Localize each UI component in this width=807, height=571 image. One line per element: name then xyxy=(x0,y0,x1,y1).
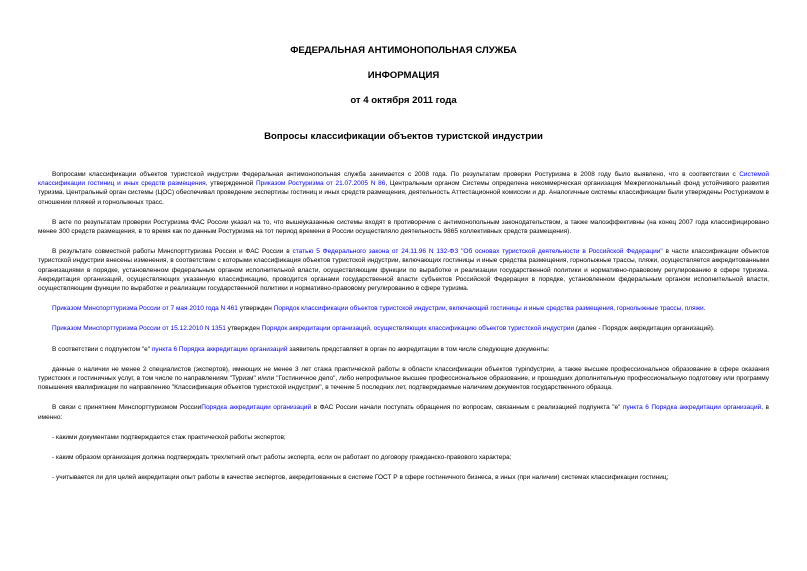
bullet-item: - каким образом организация должна подтверждать трехлетний опыт работы эксперта, если он работает по договору гражданско-правового характера; xyxy=(52,454,512,462)
link-classification-procedure[interactable]: Порядок классификации объектов туристской индустрии, включающий гостиницы и иные средства размещения, горнолыжные трассы, пляжи xyxy=(273,305,704,313)
paragraph-2: В акте по результатам проверки Ростуризма ФАС России указал на то, что вышеуказанные системы входят в противоречие с антимонопольным законодательством, а также малоэффективны (на конец 2007 года классифицировано менее 300 средств размещения, в то время как по данным Ростуризма на тот период времени в России осуществляло деятельность 9865 коллективных средств размещения). xyxy=(38,218,769,236)
paragraph-3 xyxy=(38,247,769,293)
paragraph-4 xyxy=(38,304,769,313)
link-rosturizm-order-86[interactable]: Приказом Ростуризма от 21.07.2005 N 86 xyxy=(255,180,386,188)
paragraph-3-text-a: В результате совместной работы Минспорттуризма России и ФАС России в xyxy=(52,248,293,256)
paragraph-6 xyxy=(38,345,769,354)
agency-heading: ФЕДЕРАЛЬНАЯ АНТИМОНОПОЛЬНАЯ СЛУЖБА xyxy=(290,45,517,56)
paragraph-4-text-b: . xyxy=(703,305,706,313)
paragraph-5-text-a: утвержден xyxy=(225,325,262,333)
paragraph-1 xyxy=(38,170,769,207)
paragraph-8 xyxy=(38,403,769,421)
paragraph-7: данные о наличии не менее 2 специалистов (экспертов), имеющих не менее 3 лет стажа практической работы в области классификации объектов турindустрии, а также высшее профессиональное образование в сфере оказания туристских и гостиничных услуг, в том числе по направлениям "Туризм" и/или "Гостиничное дело", либо непрофильное высшее профессиональное образование, и прошедших дополнительную профессиональную подготовку или программу повышения квалификации по направлению "Классификация объектов туристской индустрии", в течение 5 последних лет, подтверждаемые наличием документов государственного образца. xyxy=(38,365,769,392)
paragraph-6-text-a: В соответствии с подпунктом "е" xyxy=(52,345,152,353)
doc-title: Вопросы классификации объектов туристской индустрии xyxy=(264,131,543,142)
paragraph-5 xyxy=(38,324,769,333)
paragraph-1-text-b: , утвержденной xyxy=(205,180,256,188)
bullet-item: - какими документами подтверждается стаж практической работы экспертов; xyxy=(52,433,286,441)
link-order-1351[interactable]: Приказом Минспорттуризма России от 15.12.2010 N 1351 xyxy=(52,325,226,333)
link-order-461[interactable]: Приказом Минспорттуризма России от 7 мая 2010 года N 461 xyxy=(52,305,238,313)
paragraph-1-text-c: , Центральным органом Системы определена некоммерческая организация Межрегиональный фонд устойчивого развития туризма. Центральный орган системы (ЦОС) обеспечивал проведение экспертизы гостиниц и иных средств размещения, деятельность Аттестационной комиссии и др. Аналогичные системы классификации были утверждены Ростуризмом в отношении пляжей и горнолыжных трасс. xyxy=(38,180,770,206)
link-accreditation-procedure-2[interactable]: Порядка аккредитации организаций xyxy=(201,404,312,412)
paragraph-8-text-c: , в именно: xyxy=(38,404,769,421)
paragraph-8-text-b: в ФАС России начали поступать обращения по вопросам, связанным с реализацией подпункта "е" xyxy=(311,404,623,412)
paragraph-1-text-a: Вопросами классификации объектов туристской индустрии Федеральная антимонопольная служба занимается с 2008 года. По результатам проверки Ростуризма в 2008 году было выявлено, что в соответствии с xyxy=(52,171,740,178)
link-classification-system[interactable]: Системой классификации гостиниц и иных средств размещения xyxy=(38,171,769,188)
paragraph-8-text-a: В связи с принятием Минспорттуризмом России xyxy=(52,404,202,412)
paragraph-3-text-b: в части классификации объектов туристской индустрии внесены изменения, в соответствии с которыми классификация объектов туристской индустрии, включающих гостиницы и иные средства размещения, горнолыжные трассы, пляжи, осуществляется аккредитованными организациями в порядке, установленном федеральным органом исполнительной власти, осуществляющим функции по выработке и реализации государственной политики и нормативно-правовому регулированию в сфере туризма. Аккредитация организаций, осуществляющих указанную классификацию, проводится органами государственной власти субъектов Российской Федерации в порядке, установленном федеральным органом исполнительной власти, осуществляющим функции по выработке и реализации государственной политики и нормативно-правовому регулированию в сфере туризма. xyxy=(38,248,769,293)
document-body xyxy=(38,170,769,482)
link-item-6-accreditation-2[interactable]: пункта 6 Порядка аккредитации организаций xyxy=(622,404,762,412)
link-item-6-accreditation[interactable]: пункта 6 Порядка аккредитации организаций xyxy=(151,345,288,353)
link-federal-law-132[interactable]: статью 5 Федерального закона от 24.11.96 N 132-ФЗ "Об основах туристской деятельности в Российской Федерации" xyxy=(292,248,663,256)
paragraph-4-text-a: утвержден xyxy=(237,305,274,313)
paragraph-5-text-b: (далее - Порядок аккредитации организаций). xyxy=(574,325,715,333)
doc-type-heading: ИНФОРМАЦИЯ xyxy=(367,70,440,81)
bullet-item: - учитывается ли для целей аккредитации опыт работы в качестве экспертов, аккредитованных в системе ГОСТ Р в сфере гостиничного бизнеса, в иных (при наличии) системах классификации гостиниц; xyxy=(52,474,669,482)
link-accreditation-procedure[interactable]: Порядок аккредитации организаций, осуществляющих классификацию объектов туристской индустрии xyxy=(261,325,575,333)
doc-date: от 4 октября 2011 года xyxy=(350,95,457,106)
paragraph-6-text-b: заявитель представляет в орган по аккредитации в том числе следующие документы: xyxy=(287,345,550,353)
